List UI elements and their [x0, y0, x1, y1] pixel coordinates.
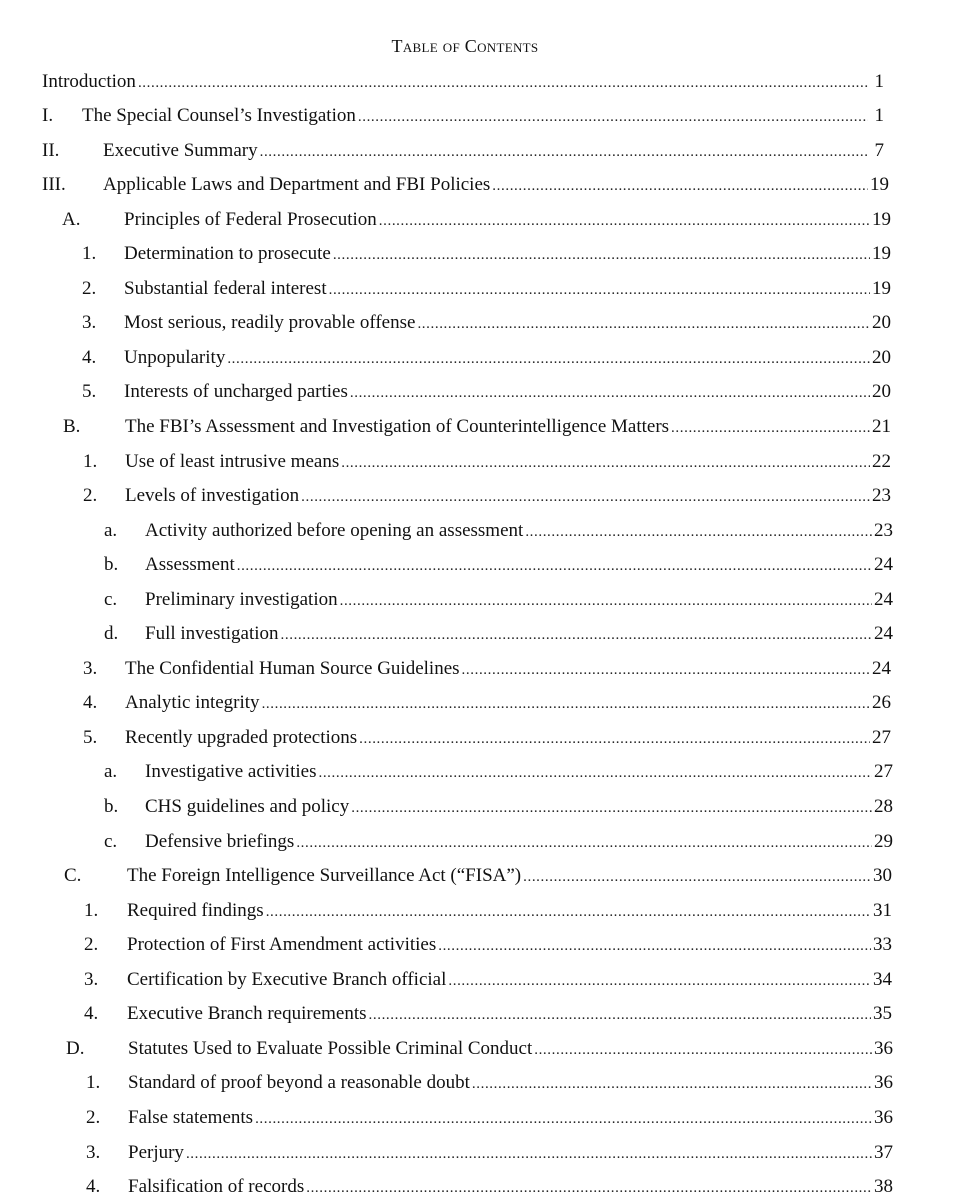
toc-entry-body	[145, 623, 893, 645]
toc-entry-label: Investigative activities	[145, 761, 317, 783]
toc-entry-label: False statements	[128, 1106, 254, 1128]
dot-leader	[523, 867, 871, 887]
toc-entry-page: 36	[874, 1106, 893, 1128]
dot-leader	[301, 487, 870, 507]
toc-entry-label: Standard of proof beyond a reasonable doubt	[128, 1072, 470, 1094]
dot-leader	[358, 107, 868, 127]
toc-entry[interactable]	[0, 127, 976, 162]
toc-entry-number: 3.	[84, 968, 99, 990]
toc-entry-number: C.	[64, 865, 82, 887]
toc-entry-body	[103, 174, 889, 196]
dot-leader	[266, 902, 871, 922]
dot-leader	[369, 1005, 871, 1025]
toc-entry-body	[124, 312, 891, 334]
toc-entry-number: b.	[104, 796, 119, 818]
toc-entry-label: Introduction	[42, 70, 136, 92]
toc-entry-number: 4.	[82, 346, 97, 368]
toc-entry-body	[127, 899, 892, 922]
toc-entry[interactable]	[0, 507, 976, 542]
toc-entry[interactable]	[0, 749, 976, 784]
toc-entry[interactable]	[0, 853, 976, 888]
dot-leader	[351, 798, 872, 818]
toc-entry[interactable]	[0, 196, 976, 231]
toc-list	[0, 58, 976, 1198]
toc-entry-page: 19	[872, 208, 891, 230]
toc-entry-body	[145, 519, 893, 542]
toc-entry[interactable]	[0, 645, 976, 680]
toc-entry-body	[124, 243, 891, 265]
toc-entry-number: 4.	[86, 1176, 101, 1198]
toc-entry-page: 7	[874, 139, 884, 161]
toc-entry-number: II.	[42, 139, 60, 161]
toc-entry-body	[145, 830, 893, 853]
dot-leader	[340, 591, 872, 611]
toc-entry-body	[128, 1106, 893, 1129]
toc-entry-page: 1	[874, 70, 884, 92]
toc-entry-page: 22	[872, 450, 891, 472]
toc-entry-label: Protection of First Amendment activities	[127, 934, 437, 956]
toc-entry-page: 27	[874, 761, 893, 783]
toc-entry-label: Recently upgraded protections	[125, 726, 358, 748]
toc-entry-number: 4.	[84, 1003, 99, 1025]
dot-leader	[138, 73, 868, 93]
toc-entry-body	[125, 726, 891, 749]
toc-entry-body	[145, 796, 893, 818]
toc-entry[interactable]	[0, 369, 976, 404]
toc-entry-page: 19	[872, 243, 891, 265]
toc-entry-body	[125, 450, 891, 473]
toc-entry-body	[145, 588, 893, 611]
toc-entry-label: Preliminary investigation	[145, 588, 338, 610]
dot-leader	[472, 1074, 872, 1094]
toc-entry-number: D.	[66, 1037, 85, 1059]
toc-entry-page: 21	[872, 416, 891, 438]
toc-entry[interactable]	[0, 162, 976, 197]
toc-entry-number: 4.	[83, 692, 98, 714]
toc-entry[interactable]	[0, 611, 976, 646]
toc-entry-label: Substantial federal interest	[124, 277, 327, 299]
toc-entry-label: Defensive briefings	[145, 830, 295, 852]
toc-entry-label: Full investigation	[145, 623, 279, 645]
toc-entry-body	[127, 934, 892, 956]
toc-entry-number: III.	[42, 174, 66, 196]
toc-entry-label: Levels of investigation	[125, 485, 300, 507]
toc-entry[interactable]	[0, 473, 976, 508]
toc-entry[interactable]	[0, 991, 976, 1026]
toc-entry-page: 31	[873, 899, 892, 921]
toc-entry-number: 2.	[82, 277, 97, 299]
toc-entry[interactable]	[0, 265, 976, 300]
toc-entry-number: 1.	[84, 899, 99, 921]
dot-leader	[306, 1178, 872, 1198]
toc-entry[interactable]	[0, 1025, 976, 1060]
dot-leader	[318, 763, 872, 783]
dot-leader	[186, 1144, 872, 1164]
toc-entry-number: a.	[104, 761, 118, 783]
toc-entry-label: Determination to prosecute	[124, 243, 331, 265]
toc-entry[interactable]	[0, 922, 976, 957]
toc-entry-label: Certification by Executive Branch official	[127, 968, 447, 990]
toc-entry-page: 36	[874, 1037, 893, 1059]
toc-entry[interactable]	[0, 58, 976, 93]
toc-entry-body	[128, 1176, 893, 1198]
toc-entry-number: c.	[104, 830, 118, 852]
toc-entry-label: Assessment	[145, 554, 235, 576]
toc-entry-number: A.	[62, 208, 81, 230]
toc-entry-label: The Confidential Human Source Guidelines	[125, 657, 460, 679]
toc-entry-page: 23	[872, 485, 891, 507]
dot-leader	[534, 1040, 872, 1060]
toc-entry-number: 2.	[86, 1106, 101, 1128]
dot-leader	[438, 936, 871, 956]
dot-leader	[492, 176, 868, 196]
toc-entry-label: Required findings	[127, 899, 264, 921]
toc-entry-number: 3.	[83, 657, 98, 679]
toc-entry-number: B.	[63, 416, 81, 438]
toc-entry-page: 26	[872, 692, 891, 714]
dot-leader	[525, 522, 872, 542]
dot-leader	[462, 660, 870, 680]
toc-entry-body	[124, 208, 891, 231]
toc-entry[interactable]	[0, 818, 976, 853]
toc-entry-number: b.	[104, 554, 119, 576]
dot-leader	[237, 556, 872, 576]
toc-entry-body	[128, 1037, 893, 1060]
toc-entry-label: Applicable Laws and Department and FBI Policies	[103, 174, 491, 196]
toc-entry-body	[127, 865, 892, 887]
toc-entry-page: 29	[874, 830, 893, 852]
toc-entry-number: 1.	[86, 1072, 101, 1094]
toc-entry-number: 2.	[84, 934, 99, 956]
dot-leader	[341, 453, 870, 473]
toc-entry-label: Statutes Used to Evaluate Possible Criminal Conduct	[128, 1037, 533, 1059]
dot-leader	[671, 418, 870, 438]
toc-entry-label: The Special Counsel’s Investigation	[82, 105, 356, 127]
toc-entry-label: Perjury	[128, 1141, 184, 1163]
toc-entry[interactable]	[0, 93, 976, 128]
toc-entry-number: 5.	[83, 726, 98, 748]
toc-entry-page: 20	[872, 312, 891, 334]
toc-entry-page: 1	[874, 105, 884, 127]
toc-entry-body	[127, 968, 892, 991]
toc-title: Table of Contents	[391, 36, 539, 56]
toc-entry-page: 30	[873, 865, 892, 887]
toc-entry-body	[128, 1141, 893, 1164]
toc-entry-label: Unpopularity	[124, 346, 226, 368]
dot-leader	[296, 833, 872, 853]
toc-entry-body	[145, 554, 893, 576]
toc-entry-body	[103, 140, 884, 162]
toc-entry-body	[127, 1003, 892, 1025]
toc-entry-body	[124, 277, 891, 300]
toc-entry-page: 19	[872, 277, 891, 299]
dot-leader	[417, 314, 870, 334]
toc-entry[interactable]	[0, 1060, 976, 1095]
toc-entry-page: 35	[873, 1003, 892, 1025]
toc-entry-body	[125, 416, 891, 438]
dot-leader	[448, 971, 871, 991]
toc-entry-page: 38	[874, 1176, 893, 1198]
toc-entry-label: Falsification of records	[128, 1176, 305, 1198]
toc-entry-page: 24	[874, 588, 893, 610]
toc-entry-label: Principles of Federal Prosecution	[124, 208, 377, 230]
dot-leader	[350, 383, 870, 403]
toc-entry-label: Executive Branch requirements	[127, 1003, 367, 1025]
toc-entry-page: 33	[873, 934, 892, 956]
dot-leader	[379, 211, 870, 231]
toc-entry-page: 20	[872, 346, 891, 368]
toc-entry-number: 2.	[83, 485, 98, 507]
toc-entry-page: 23	[874, 519, 893, 541]
toc-entry[interactable]	[0, 1164, 976, 1199]
toc-entry-page: 34	[873, 968, 892, 990]
toc-entry[interactable]	[0, 231, 976, 266]
toc-entry-label: The Foreign Intelligence Surveillance Act (“FISA”)	[127, 865, 522, 887]
toc-entry-number: 3.	[86, 1141, 101, 1163]
toc-entry[interactable]	[0, 300, 976, 335]
toc-entry[interactable]	[0, 714, 976, 749]
toc-entry-page: 36	[874, 1072, 893, 1094]
toc-entry[interactable]	[0, 334, 976, 369]
toc-entry[interactable]	[0, 1094, 976, 1129]
dot-leader	[359, 729, 870, 749]
toc-entry-label: The FBI’s Assessment and Investigation of Counterintelligence Matters	[125, 416, 670, 438]
toc-entry-body	[124, 381, 891, 403]
toc-entry-label: Activity authorized before opening an assessment	[145, 519, 524, 541]
toc-entry-body	[124, 346, 891, 369]
toc-entry[interactable]	[0, 576, 976, 611]
toc-entry-label: Interests of uncharged parties	[124, 381, 348, 403]
toc-entry[interactable]	[0, 680, 976, 715]
dot-leader	[281, 625, 872, 645]
toc-entry-number: d.	[104, 623, 119, 645]
toc-entry[interactable]	[0, 542, 976, 577]
toc-entry[interactable]	[0, 403, 976, 438]
dot-leader	[329, 280, 870, 300]
toc-entry-label: Most serious, readily provable offense	[124, 312, 416, 334]
toc-entry-label: Analytic integrity	[125, 692, 260, 714]
toc-entry-number: I.	[42, 105, 54, 127]
toc-entry-page: 20	[872, 381, 891, 403]
toc-entry-page: 28	[874, 796, 893, 818]
toc-entry-number: 1.	[83, 450, 98, 472]
toc-entry-body	[125, 485, 891, 507]
toc-entry-body	[42, 71, 884, 93]
toc-entry-page: 24	[874, 623, 893, 645]
toc-entry-body	[145, 761, 893, 783]
dot-leader	[260, 142, 868, 162]
toc-entry-page: 19	[870, 174, 889, 196]
toc-entry[interactable]	[0, 956, 976, 991]
toc-entry-page: 24	[872, 657, 891, 679]
toc-entry-body	[125, 657, 891, 680]
dot-leader	[333, 245, 870, 265]
toc-entry-number: a.	[104, 519, 118, 541]
toc-entry-body	[128, 1072, 893, 1094]
dot-leader	[227, 349, 870, 369]
toc-entry-label: CHS guidelines and policy	[145, 796, 350, 818]
toc-entry-number: 5.	[82, 381, 97, 403]
toc-entry[interactable]	[0, 887, 976, 922]
toc-entry-page: 24	[874, 554, 893, 576]
toc-entry-body	[125, 692, 891, 714]
toc-entry-page: 27	[872, 726, 891, 748]
toc-entry-number: c.	[104, 588, 118, 610]
toc-entry-label: Use of least intrusive means	[125, 450, 340, 472]
toc-entry[interactable]	[0, 1129, 976, 1164]
toc-entry-number: 3.	[82, 312, 97, 334]
toc-entry[interactable]	[0, 438, 976, 473]
dot-leader	[262, 694, 870, 714]
toc-entry-number: 1.	[82, 243, 97, 265]
toc-entry-label: Executive Summary	[103, 139, 258, 161]
toc-entry-page: 37	[874, 1141, 893, 1163]
toc-entry-body	[82, 105, 884, 127]
toc-entry[interactable]	[0, 783, 976, 818]
dot-leader	[255, 1109, 872, 1129]
